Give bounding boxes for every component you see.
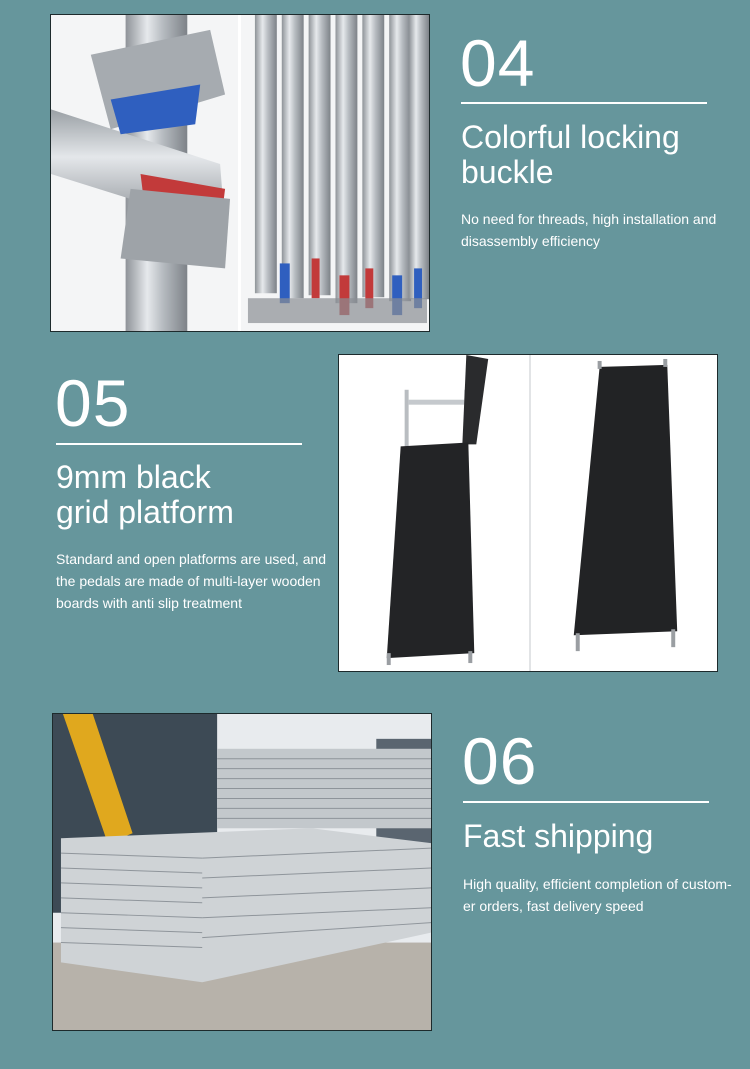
title-line: buckle <box>461 154 554 190</box>
section-number-05: 05 <box>55 366 131 440</box>
desc-line: Standard and open platforms are used, and <box>56 551 327 567</box>
section-title <box>463 819 653 854</box>
desc-line: er orders, fast delivery speed <box>463 898 644 914</box>
divider <box>461 102 707 104</box>
divider <box>56 443 302 445</box>
desc-line: boards with anti slip treatment <box>56 595 242 611</box>
shipping-stock-photo <box>52 713 432 1031</box>
section-description <box>463 873 732 917</box>
locking-buckle-photo <box>50 14 430 332</box>
section-description <box>56 548 326 614</box>
section-number-04: 04 <box>460 26 536 100</box>
desc-line: High quality, efficient completion of custom- <box>463 876 732 892</box>
desc-line: No need for threads, high installation and <box>461 211 717 227</box>
desc-line: the pedals are made of multi-layer wooden <box>56 573 321 589</box>
section-description <box>461 208 716 252</box>
desc-line: disassembly efficiency <box>461 233 601 249</box>
section-number-06: 06 <box>462 724 538 798</box>
title-line: Fast shipping <box>463 818 654 854</box>
section-title <box>56 460 234 530</box>
title-line: 9mm black <box>56 459 211 495</box>
section-title <box>461 120 680 190</box>
title-line: Colorful locking <box>461 119 680 155</box>
divider <box>463 801 709 803</box>
black-platform-photo <box>338 354 718 672</box>
title-line: grid platform <box>56 494 234 530</box>
